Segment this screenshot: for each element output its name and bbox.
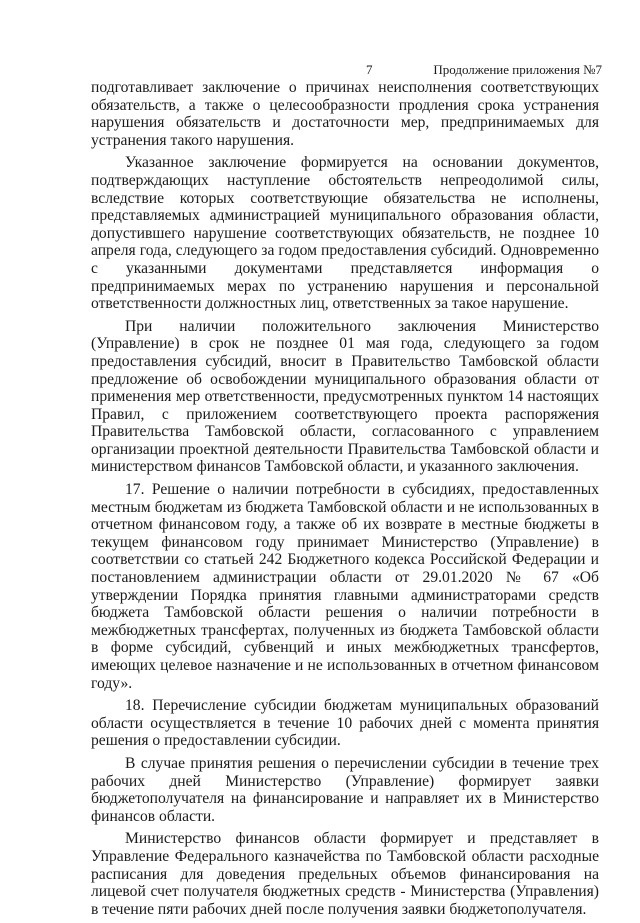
paragraph-transfer-decision: В случае принятия решения о перечислении субсидии в течение трех рабочих дней Министерство (Управление) формирует заявки бюджетополучателя на финансирование и направляет их в Министерство финансов области. xyxy=(91,754,599,825)
page-header xyxy=(0,62,640,78)
page-number: 7 xyxy=(366,62,373,77)
paragraph-continuation: подготавливает заключение о причинах неисполнения соответствующих обязательств, а также о целесообразности продления срока устранения нарушения обязательств и достаточности мер, предпринимаемых для устранения такого нарушения. xyxy=(91,79,599,149)
paragraph-conclusion-basis: Указанное заключение формируется на основании документов, подтверждающих наступление обстоятельств непреодолимой силы, вследствие которых соответствующие обязательства не исполнены, представляемых администрацией муниципального образования области, допустившего нарушение соответствующих обязательств, не позднее 10 апреля года, следующего за годом предоставления субсидий. Одновременно с указанными документами представляется информация о предпринимаемых мерах по устранению нарушения и персональной ответственности должностных лиц, ответственных за такое нарушение. xyxy=(91,154,599,313)
paragraph-item-18: 18. Перечисление субсидии бюджетам муниципальных образований области осуществляется в течение 10 рабочих дней с момента принятия решения о предоставлении субсидии. xyxy=(91,697,599,750)
appendix-note: Продолжение приложения №7 xyxy=(433,62,602,77)
paragraph-finance-ministry: Министерство финансов области формирует и представляет в Управление Федерального казначейства по Тамбовской области расходные расписания для доведения предельных объемов финансирования на лицевой счет получателя бюджетных средств - Министерства (Управления) в течение пяти рабочих дней после получения заявки бюджетополучателя. xyxy=(91,830,599,918)
document-body xyxy=(91,79,599,923)
paragraph-positive-conclusion: При наличии положительного заключения Министерство (Управление) в срок не позднее 01 мая года, следующего за годом предоставления субсидий, вносит в Правительство Тамбовской области предложение об освобождении муниципального образования области от применения мер ответственности, предусмотренных пунктом 14 настоящих Правил, с приложением соответствующего проекта распоряжения Правительства Тамбовской области, согласованного с управлением организации проектной деятельности Правительства Тамбовской области и министерством финансов Тамбовской области, и указанного заключения. xyxy=(91,317,599,476)
paragraph-item-17: 17. Решение о наличии потребности в субсидиях, предоставленных местным бюджетам из бюджета Тамбовской области и не использованных в отчетном финансовом году, а также об их возврате в местные бюджеты в текущем финансовом году принимает Министерство (Управление) в соответствии со статьей 242 Бюджетного кодекса Российской Федерации и постановлением администрации области от 29.01.2020 № 67 «Об утверждении Порядка принятия главными администраторами средств бюджета Тамбовской области решения о наличии потребности в межбюджетных трансфертах, полученных из бюджета Тамбовской области в форме субсидий, субвенций и иных межбюджетных трансфертов, имеющих целевое назначение и не использованных в отчетном финансовом году». xyxy=(91,481,599,692)
